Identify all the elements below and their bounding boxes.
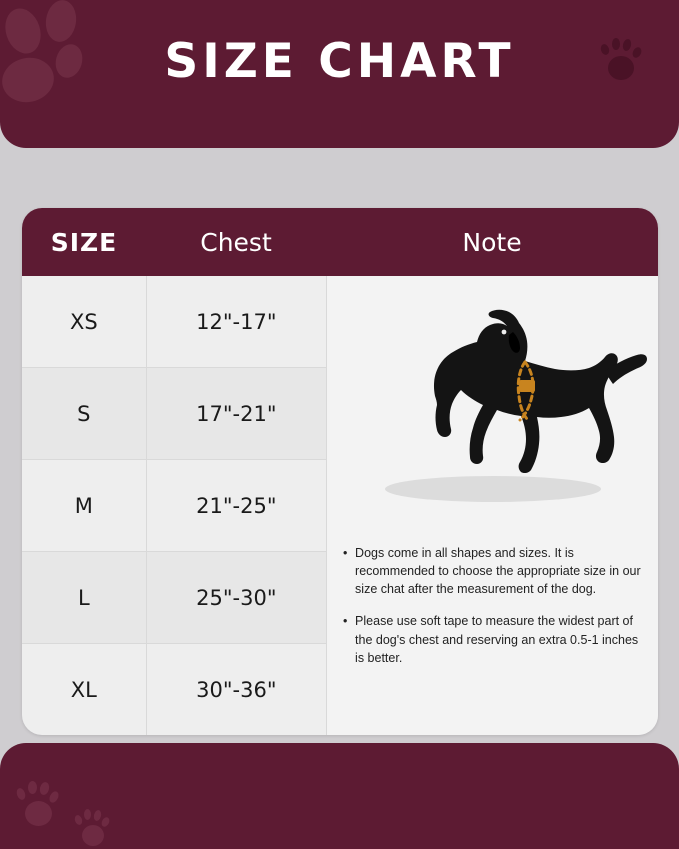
table-row: 30"-36" [196,677,277,702]
table-body [22,276,658,735]
column-header-chest: Chest [200,227,272,257]
paw-print-icon [74,809,110,847]
table-row: 25"-30" [147,552,326,644]
bullet-icon: • [343,546,348,560]
page-title: SIZE CHART [164,34,515,89]
list-item [343,544,647,598]
table-row: XL [70,677,97,702]
bullet-icon: • [343,614,348,629]
column-size [22,276,146,735]
column-header-note: Note [462,227,522,257]
table-row: 17"-21" [147,368,326,460]
note-list [343,544,647,681]
table-row: S [22,368,146,460]
table-row: M [22,460,146,552]
table-row: L [22,552,146,644]
footer-banner [0,743,679,849]
note-text: Dogs come in all shapes and sizes. It is recommended to choose the appropriate size in our size chat after the measurement of the dog. [355,546,641,597]
dog-illustration [327,276,658,538]
size-chart-card [22,208,658,735]
table-row: 12"-17" [147,276,326,368]
paw-print-icon [16,781,60,827]
column-header-size: SIZE [50,227,118,257]
column-note [327,276,658,735]
note-text: Please use soft tape to measure the widest part of the dog's chest and reserving an extra 0.5-1 inches is better. [355,614,639,665]
table-row: XS [22,276,146,368]
header-banner [0,0,679,148]
dog-shadow [385,476,601,502]
table-row: 21"-25" [147,460,326,552]
list-item [343,612,647,666]
column-chest [146,276,327,735]
table-header-row [22,208,658,276]
